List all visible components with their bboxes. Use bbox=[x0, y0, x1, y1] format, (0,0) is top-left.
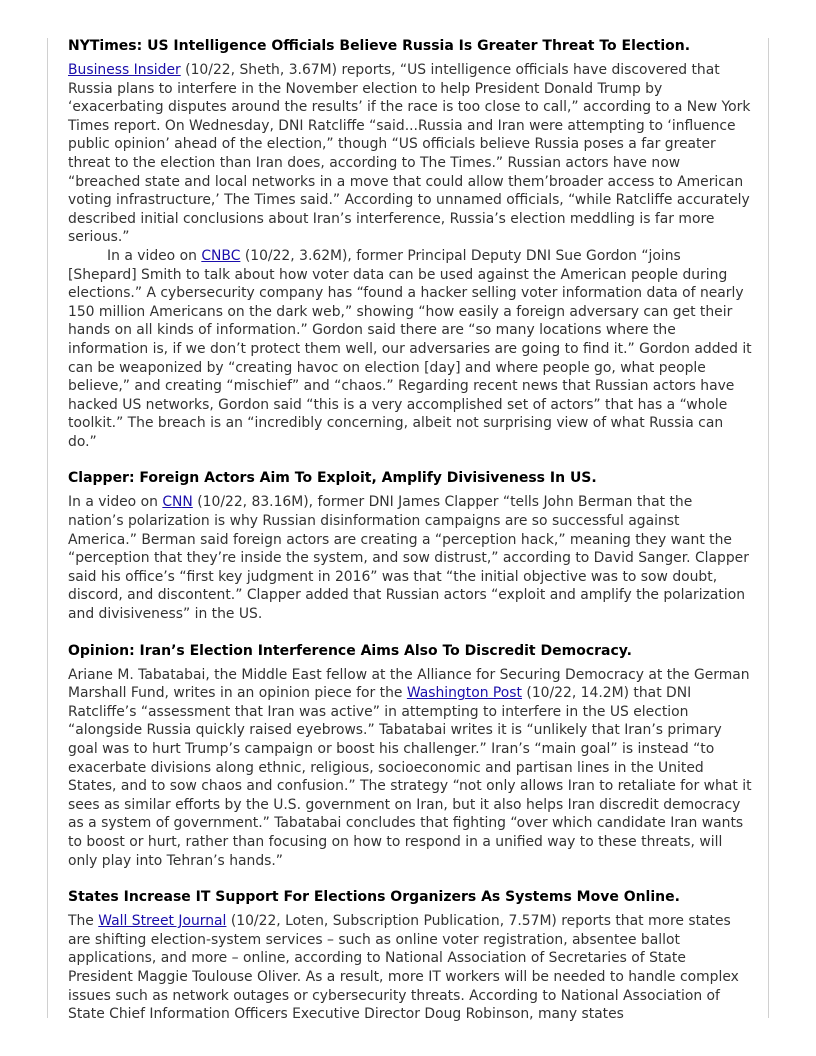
source-link-business-insider[interactable]: Business Insider bbox=[68, 62, 181, 78]
article-paragraph bbox=[68, 493, 752, 623]
right-margin-rule bbox=[768, 38, 769, 1018]
article-paragraph bbox=[68, 247, 752, 452]
document-body bbox=[68, 37, 752, 1024]
paragraph-text: (10/22, 14.2M) that DNI Ratcliffe’s “assessment that Iran was active” in attempting to interfere in the US election “alongside Russia quickly raised eyebrows.” Tabatabai writes it is “unlikely that Iran’s primary goal was to hurt Trump’s campaign or boost his challenger.” Iran’s “main goal” is instead “to exacerbate divisions along ethnic, religious, socioeconomic and partisan lines in the United States, and to sow chaos and confusion.” The strategy “not only allows Iran to retaliate for what it sees as similar efforts by the U.S. government on Iran, but it also helps Iran discredit democracy as a system of government.” Tabatabai concludes that fighting “over which candidate Iran wants to boost or hurt, rather than focusing on how to respond in a unified way to these threats, will only play into Tehran’s hands.” bbox=[68, 685, 752, 869]
paragraph-lead: In a video on bbox=[107, 247, 202, 264]
source-link-wall-street-journal[interactable]: Wall Street Journal bbox=[98, 913, 227, 930]
source-link-cnn[interactable]: CNN bbox=[162, 494, 193, 511]
paragraph-lead: Ariane M. Tabatabai, the Middle East fellow at the Alliance for Securing Democracy at the German Marshall Fund, writes in an opinion piece for the bbox=[68, 666, 750, 702]
headline: Opinion: Iran’s Election Interference Aims Also To Discredit Democracy. bbox=[68, 642, 632, 659]
left-margin-rule bbox=[47, 38, 48, 1018]
paragraph-lead: In a video on bbox=[68, 494, 163, 511]
article-paragraph bbox=[68, 666, 752, 871]
headline: Clapper: Foreign Actors Aim To Exploit, Amplify Divisiveness In US. bbox=[68, 470, 597, 487]
paragraph-text: (10/22, Sheth, 3.67M) reports, “US intelligence officials have discovered that Russia plans to interfere in the November election to help President Donald Trump by ‘exacerbating disputes around the results’ if the race is too close to call,” according to a New York Times report. On Wednesday, DNI Ratcliffe “said...Russia and Iran were attempting to ‘influence public opinion’ ahead of the election,” though “US officials believe Russia poses a far greater threat to the election than Iran does, according to The Times.” Russian actors have now “breached state and local networks in a move that could allow them’broader access to American voting infrastructure,’ The Times said.” According to unnamed officials, “while Ratcliffe accurately described initial conclusions about Iran’s interference, Russia’s election meddling is far more serious.” bbox=[68, 62, 751, 246]
article-paragraph bbox=[68, 912, 752, 1024]
paragraph-text: (10/22, Loten, Subscription Publication, 7.57M) reports that more states are shifting election-system services – such as online voter registration, absentee ballot applications, and more – online, according to National Association of Secretaries of State President Maggie Toulouse Oliver. As a result, more IT workers will be needed to handle complex issues such as network outages or cybersecurity threats. According to National Association of State Chief Information Officers Executive Director Doug Robinson, many states bbox=[68, 913, 739, 1023]
paragraph-text: (10/22, 83.16M), former DNI James Clapper “tells John Berman that the nation’s polarization is why Russian disinformation campaigns are so successful against America.” Berman said foreign actors are creating a “perception hack,” meaning they want the “perception that they’re inside the system, and sow distrust,” according to David Sanger. Clapper said his office’s “first key judgment in 2016” was that “the initial objective was to sow doubt, discord, and discontent.” Clapper added that Russian actors “exploit and amplify the polarization and divisiveness” in the US. bbox=[68, 494, 749, 623]
source-link-washington-post[interactable]: Washington Post bbox=[406, 685, 522, 702]
headline: NYTimes: US Intelligence Officials Believe Russia Is Greater Threat To Election. bbox=[68, 38, 691, 54]
source-link-cnbc[interactable]: CNBC bbox=[201, 247, 241, 264]
headline: States Increase IT Support For Elections Organizers As Systems Move Online. bbox=[68, 889, 680, 906]
article-paragraph bbox=[68, 61, 752, 247]
paragraph-lead: The bbox=[68, 913, 99, 930]
paragraph-text: (10/22, 3.62M), former Principal Deputy DNI Sue Gordon “joins [Shepard] Smith to talk about how voter data can be used against the American people during elections.” A cybersecurity company has “found a hacker selling voter information data of nearly 150 million Americans on the dark web,” showing “how easily a foreign adversary can get their hands on all kinds of information.” Gordon said there are “so many locations where the information is, if we don’t protect them well, our adversaries are going to find it.” Gordon added it can be weaponized by “creating havoc on election [day] and where people go, what people believe,” and creating “mischief” and “chaos.” Regarding recent news that Russian actors have hacked US networks, Gordon said “this is a very accomplished set of actors” that has a “whole toolkit.” The breach is an “incredibly concerning, albeit not surprising view of what Russia can do.” bbox=[68, 247, 752, 450]
